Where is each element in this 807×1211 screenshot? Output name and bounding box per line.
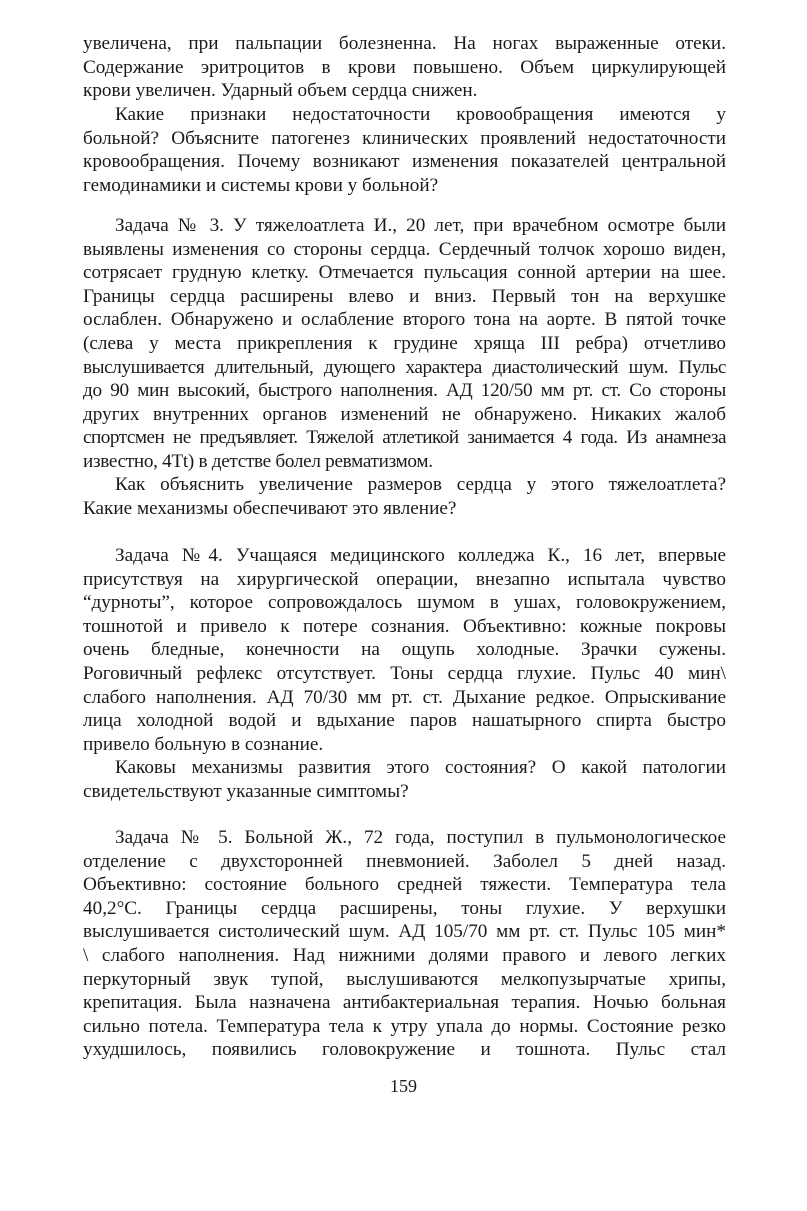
text-line: привело больную в сознание. bbox=[83, 733, 324, 755]
text-line: Роговичный рефлекс отсутствует. Тоны сердца глухие. Пульс 40 мин\ bbox=[83, 662, 726, 684]
paragraph-1 bbox=[83, 32, 726, 103]
paragraph-task-3-question bbox=[83, 473, 726, 520]
text-line: Как объяснить увеличение размеров сердца у этого тяжелоатлета? bbox=[115, 474, 726, 495]
text-line: гемодинамики и системы крови у больной? bbox=[83, 174, 439, 196]
text-line: больной? Объясните патогенез клинических проявлений недостаточности bbox=[83, 127, 726, 149]
text-line: других внутренних органов изменений не обнаружено. Никаких жалоб bbox=[83, 403, 726, 425]
text-line: “дурноты”, которое сопровождалось шумом в ушах, головокружением, bbox=[83, 592, 726, 614]
text-line: Задача № 3. У тяжелоатлета И., 20 лет, при врачебном осмотре были bbox=[115, 215, 726, 236]
text-line: лица холодной водой и вдыхание паров нашатырного спирта быстро bbox=[83, 710, 726, 732]
text-line: Какие признаки недостаточности кровообращения имеются у bbox=[115, 104, 726, 125]
text-line: Каковы механизмы развития этого состояния? О какой патологии bbox=[115, 757, 726, 778]
text-line: ослаблен. Обнаружено и ослабление второго тона на аорте. В пятой точке bbox=[83, 309, 726, 331]
text-line: выслушивается систолический шум. АД 105/70 мм рт. ст. Пульс 105 мин* bbox=[83, 921, 726, 943]
text-line: Задача № 5. Больной Ж., 72 года, поступил в пульмонологическое bbox=[115, 827, 726, 848]
text-line: Какие механизмы обеспечивают это явление? bbox=[83, 497, 457, 519]
text-line: (слева у места прикрепления к грудине хряща III ребра) отчетливо bbox=[83, 332, 726, 354]
text-line: до 90 мин высокий, быстрого наполнения. АД 120/50 мм рт. ст. Со стороны bbox=[83, 380, 726, 402]
page-number: 159 bbox=[390, 1076, 417, 1096]
text-line: кровообращения. Почему возникают изменения показателей центральной bbox=[83, 151, 726, 173]
text-line: выявлены изменения со стороны сердца. Сердечный толчок хорошо виден, bbox=[83, 238, 726, 260]
text-line: Содержание эритроцитов в крови повышено. Объем циркулирующей bbox=[83, 56, 726, 78]
paragraph-task-5 bbox=[83, 826, 726, 1062]
text-line: выслушивается длительный, дующего характера диастолический шум. Пульс bbox=[83, 356, 726, 378]
text-line: 40,2°С. Границы сердца расширены, тоны глухие. У верхушки bbox=[83, 897, 726, 919]
paragraph-task-3 bbox=[83, 214, 726, 474]
text-line: Задача №4. Учащаяся медицинского колледжа К., 16 лет, впервые bbox=[115, 545, 726, 566]
text-line: слабого наполнения. АД 70/30 мм рт. ст. Дыхание редкое. Опрыскивание bbox=[83, 686, 726, 708]
text-line: перкуторный звук тупой, выслушиваются мелкопузырчатые хрипы, bbox=[83, 968, 726, 990]
paragraph-2 bbox=[83, 103, 726, 197]
paragraph-task-4-question bbox=[83, 756, 726, 803]
text-line: сотрясает грудную клетку. Отмечается пульсация сонной артерии на шее. bbox=[83, 262, 726, 284]
text-line: очень бледные, конечности на ощупь холодные. Зрачки сужены. bbox=[83, 639, 726, 661]
text-line: ухудшилось, появились головокружение и тошнота. Пульс стал bbox=[83, 1039, 726, 1061]
text-line: Границы сердца расширены влево и вниз. Первый тон на верхушке bbox=[83, 285, 726, 307]
text-line: известно, 4Tt) в детстве болел ревматизмом. bbox=[83, 450, 433, 472]
text-line: увеличена, при пальпации болезненна. На ногах выраженные отеки. bbox=[83, 33, 726, 54]
text-line: присутствуя на хирургической операции, внезапно испытала чувство bbox=[83, 568, 726, 590]
text-line: спортсмен не предъявляет. Тяжелой атлетикой занимается 4 года. Из анамнеза bbox=[83, 427, 726, 449]
text-line: свидетельствуют указанные симптомы? bbox=[83, 780, 409, 802]
text-line: тошнотой и привело к потере сознания. Объективно: кожные покровы bbox=[83, 615, 726, 637]
text-line: \ слабого наполнения. Над нижними долями правого и левого легких bbox=[83, 944, 726, 966]
text-line: крови увеличен. Ударный объем сердца снижен. bbox=[83, 80, 478, 102]
text-line: Объективно: состояние больного средней тяжести. Температура тела bbox=[83, 874, 726, 896]
text-line: крепитация. Была назначена антибактериальная терапия. Ночью больная bbox=[83, 992, 726, 1014]
text-line: отделение с двухсторонней пневмонией. Заболел 5 дней назад. bbox=[83, 850, 726, 872]
text-line: сильно потела. Температура тела к утру упала до нормы. Состояние резко bbox=[83, 1015, 726, 1037]
paragraph-task-4 bbox=[83, 544, 726, 756]
